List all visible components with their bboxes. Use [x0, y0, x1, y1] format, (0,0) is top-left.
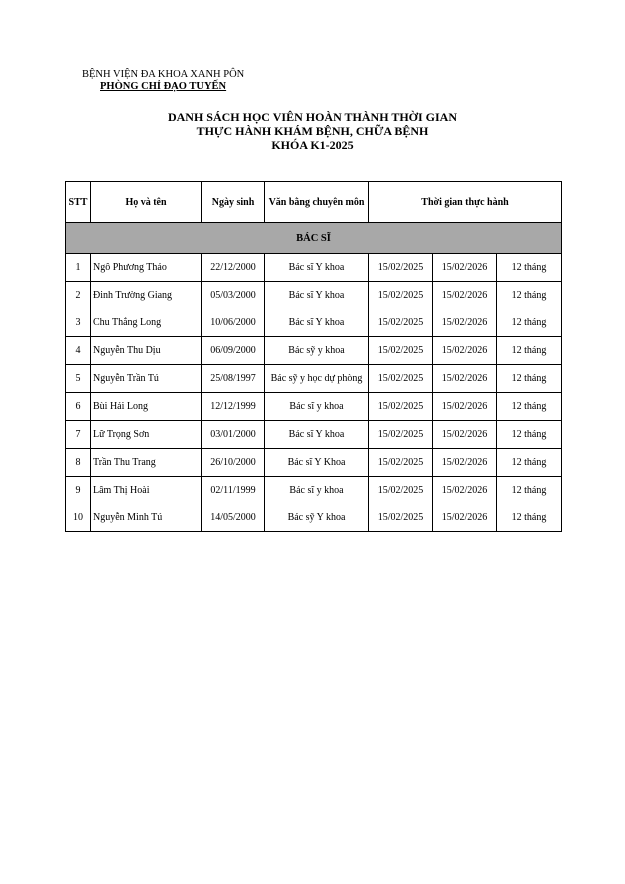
cell-end-date: 15/02/2026 — [433, 365, 497, 393]
cell-start-date: 15/02/2025 — [369, 254, 433, 282]
title-line-3: KHÓA K1-2025 — [271, 138, 354, 152]
trainee-table — [65, 181, 562, 532]
section-label: BÁC SĨ — [66, 223, 562, 254]
cell-duration: 12 tháng — [497, 449, 562, 477]
cell-end-date: 15/02/2026 — [433, 254, 497, 282]
cell-degree: Bác sỹ y khoa — [265, 337, 369, 365]
cell-start-date: 15/02/2025 — [369, 504, 433, 532]
table-row — [66, 477, 562, 505]
cell-name: Đinh Trường Giang — [91, 282, 202, 310]
cell-duration: 12 tháng — [497, 254, 562, 282]
table-row — [66, 282, 562, 310]
cell-degree: Bác sĩ Y Khoa — [265, 449, 369, 477]
department-name: PHÒNG CHỈ ĐẠO TUYẾN — [100, 81, 227, 92]
table-row — [66, 309, 562, 337]
cell-dob: 25/08/1997 — [202, 365, 265, 393]
col-header-degree: Văn bằng chuyên môn — [265, 182, 369, 223]
cell-dob: 22/12/2000 — [202, 254, 265, 282]
cell-degree: Bác sỹ y học dự phòng — [265, 365, 369, 393]
col-header-practice-time: Thời gian thực hành — [369, 182, 562, 223]
cell-degree: Bác sĩ y khoa — [265, 477, 369, 505]
cell-end-date: 15/02/2026 — [433, 504, 497, 532]
cell-name: Lâm Thị Hoài — [91, 477, 202, 505]
cell-degree: Bác sĩ y khoa — [265, 393, 369, 421]
col-header-dob: Ngày sinh — [202, 182, 265, 223]
cell-duration: 12 tháng — [497, 393, 562, 421]
table-row — [66, 421, 562, 449]
cell-start-date: 15/02/2025 — [369, 365, 433, 393]
cell-start-date: 15/02/2025 — [369, 477, 433, 505]
cell-dob: 06/09/2000 — [202, 337, 265, 365]
table-row — [66, 254, 562, 282]
cell-start-date: 15/02/2025 — [369, 449, 433, 477]
table-row — [66, 365, 562, 393]
cell-name: Lữ Trọng Sơn — [91, 421, 202, 449]
cell-dob: 03/01/2000 — [202, 421, 265, 449]
cell-stt: 2 — [66, 282, 91, 310]
cell-duration: 12 tháng — [497, 504, 562, 532]
cell-stt: 9 — [66, 477, 91, 505]
cell-start-date: 15/02/2025 — [369, 393, 433, 421]
cell-stt: 8 — [66, 449, 91, 477]
cell-dob: 10/06/2000 — [202, 309, 265, 337]
cell-dob: 26/10/2000 — [202, 449, 265, 477]
table-row — [66, 449, 562, 477]
cell-start-date: 15/02/2025 — [369, 421, 433, 449]
cell-name: Bùi Hải Long — [91, 393, 202, 421]
section-row — [66, 223, 562, 254]
cell-end-date: 15/02/2026 — [433, 282, 497, 310]
cell-end-date: 15/02/2026 — [433, 393, 497, 421]
cell-duration: 12 tháng — [497, 365, 562, 393]
cell-dob: 14/05/2000 — [202, 504, 265, 532]
cell-dob: 05/03/2000 — [202, 282, 265, 310]
cell-name: Nguyễn Trần Tú — [91, 365, 202, 393]
cell-end-date: 15/02/2026 — [433, 421, 497, 449]
cell-name: Trần Thu Trang — [91, 449, 202, 477]
organization-name: BỆNH VIỆN ĐA KHOA XANH PÔN — [82, 69, 245, 80]
cell-duration: 12 tháng — [497, 282, 562, 310]
table-row — [66, 393, 562, 421]
cell-degree: Bác sĩ Y khoa — [265, 421, 369, 449]
cell-duration: 12 tháng — [497, 421, 562, 449]
col-header-name: Họ và tên — [91, 182, 202, 223]
cell-end-date: 15/02/2026 — [433, 337, 497, 365]
cell-stt: 7 — [66, 421, 91, 449]
cell-stt: 6 — [66, 393, 91, 421]
cell-stt: 1 — [66, 254, 91, 282]
cell-duration: 12 tháng — [497, 309, 562, 337]
cell-end-date: 15/02/2026 — [433, 477, 497, 505]
cell-stt: 5 — [66, 365, 91, 393]
cell-stt: 3 — [66, 309, 91, 337]
cell-start-date: 15/02/2025 — [369, 282, 433, 310]
cell-name: Chu Thắng Long — [91, 309, 202, 337]
table-row — [66, 337, 562, 365]
cell-degree: Bác sĩ Y khoa — [265, 309, 369, 337]
cell-duration: 12 tháng — [497, 477, 562, 505]
cell-end-date: 15/02/2026 — [433, 449, 497, 477]
cell-stt: 4 — [66, 337, 91, 365]
cell-name: Ngô Phương Thảo — [91, 254, 202, 282]
cell-degree: Bác sĩ Y khoa — [265, 254, 369, 282]
cell-start-date: 15/02/2025 — [369, 309, 433, 337]
cell-degree: Bác sĩ Y khoa — [265, 282, 369, 310]
table-row — [66, 504, 562, 532]
cell-dob: 02/11/1999 — [202, 477, 265, 505]
document-title — [0, 110, 625, 152]
table-body — [66, 254, 562, 532]
cell-stt: 10 — [66, 504, 91, 532]
cell-duration: 12 tháng — [497, 337, 562, 365]
cell-name: Nguyễn Thu Dịu — [91, 337, 202, 365]
cell-name: Nguyễn Minh Tú — [91, 504, 202, 532]
cell-end-date: 15/02/2026 — [433, 309, 497, 337]
cell-start-date: 15/02/2025 — [369, 337, 433, 365]
col-header-stt: STT — [66, 182, 91, 223]
cell-dob: 12/12/1999 — [202, 393, 265, 421]
title-line-2: THỰC HÀNH KHÁM BỆNH, CHỮA BỆNH — [196, 124, 429, 138]
table-header-row — [66, 182, 562, 223]
cell-degree: Bác sỹ Y khoa — [265, 504, 369, 532]
title-line-1: DANH SÁCH HỌC VIÊN HOÀN THÀNH THỜI GIAN — [167, 110, 458, 124]
